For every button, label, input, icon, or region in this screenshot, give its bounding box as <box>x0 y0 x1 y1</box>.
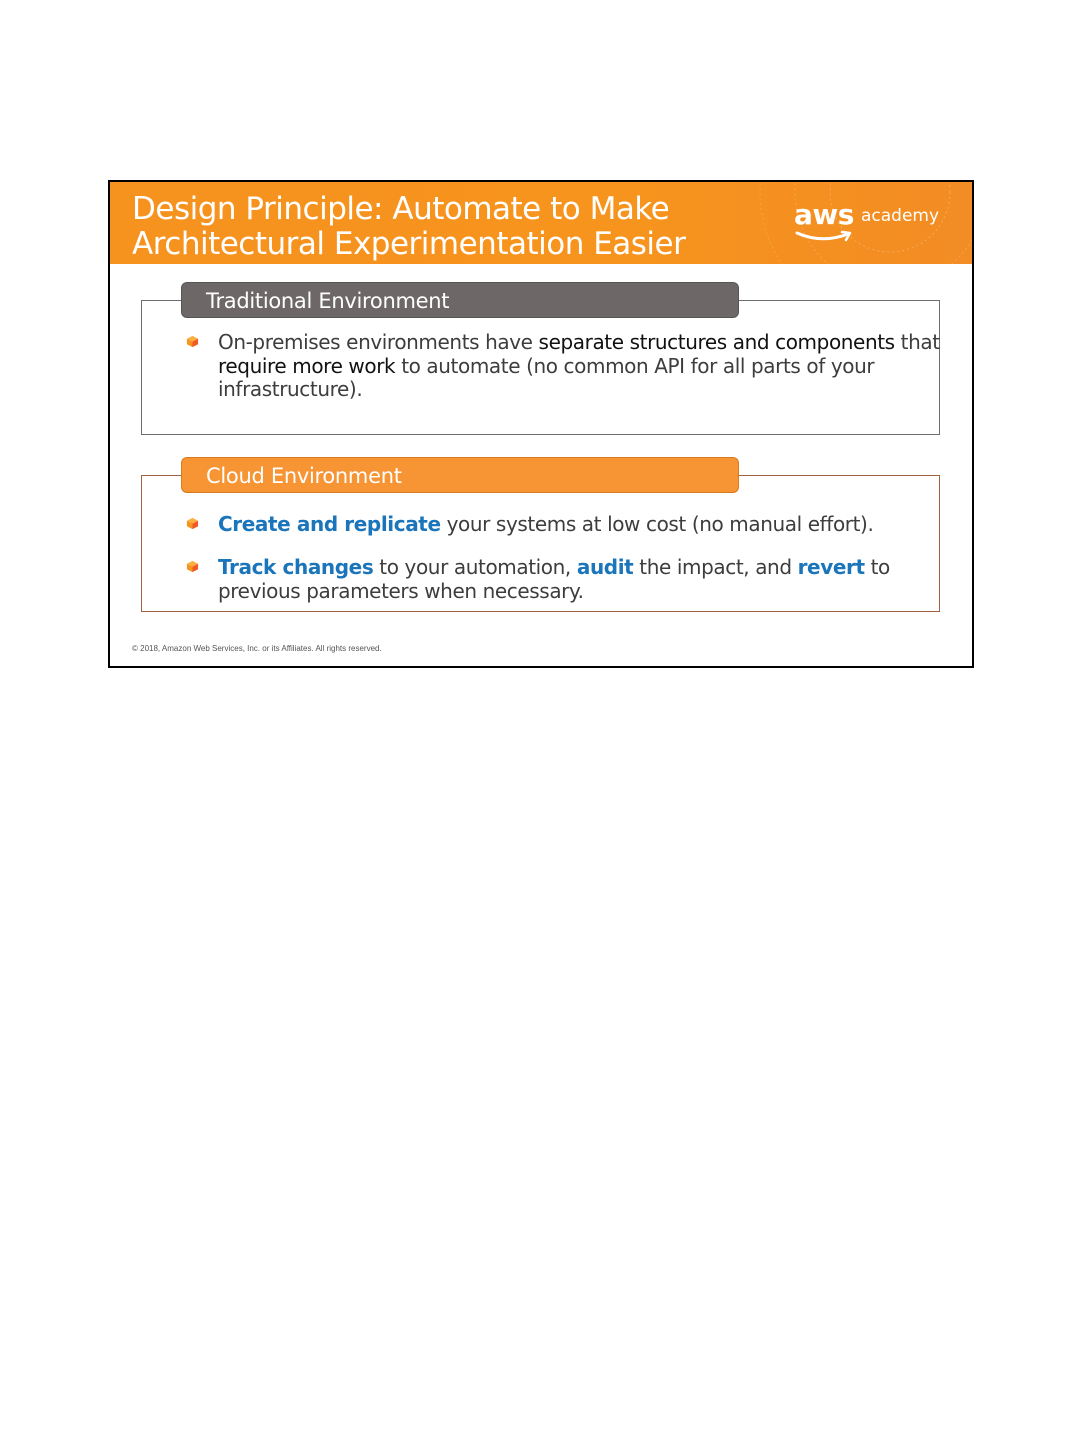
traditional-environment-box <box>141 300 940 435</box>
highlight-text: Create and replicate <box>218 512 441 536</box>
title-line-2: Architectural Experimentation Easier <box>132 226 686 262</box>
text-span: that <box>894 330 940 354</box>
copyright-footer: © 2018, Amazon Web Services, Inc. or its Affiliates. All rights reserved. <box>132 644 382 653</box>
slide-header <box>110 182 972 264</box>
text-span: the impact, and <box>633 555 798 579</box>
cube-icon <box>186 335 199 348</box>
tab-traditional-environment: Traditional Environment <box>181 282 739 318</box>
highlight-text: revert <box>797 555 865 579</box>
emphasis-text: separate structures and components <box>538 330 895 354</box>
text-span: On-premises environments have <box>218 330 539 354</box>
slide <box>108 180 974 668</box>
text-span: your systems at low cost (no manual effort). <box>440 512 874 536</box>
smile-arrow-icon <box>794 230 856 244</box>
text-span: to automate (no common API for all parts of your infrastructure). <box>218 353 875 401</box>
highlight-text: audit <box>576 555 634 579</box>
text-span: to your automation, <box>373 555 577 579</box>
cloud-environment-box <box>141 475 940 612</box>
emphasis-text: require more work <box>218 353 396 378</box>
slide-title <box>132 192 752 262</box>
cloud-bullet-2-text <box>218 556 948 603</box>
cube-icon <box>186 517 199 530</box>
cube-icon <box>186 560 199 573</box>
traditional-bullet-text <box>218 331 948 402</box>
cloud-bullet-1-text <box>218 513 948 537</box>
logo-academy-text: academy <box>861 206 940 226</box>
logo-aws-text: aws <box>794 198 854 231</box>
highlight-text: Track changes <box>218 555 374 579</box>
aws-academy-logo <box>794 200 954 250</box>
tab-cloud-environment: Cloud Environment <box>181 457 739 493</box>
title-line-1: Design Principle: Automate to Make <box>132 191 670 227</box>
text-span: to previous parameters when necessary. <box>218 555 890 603</box>
